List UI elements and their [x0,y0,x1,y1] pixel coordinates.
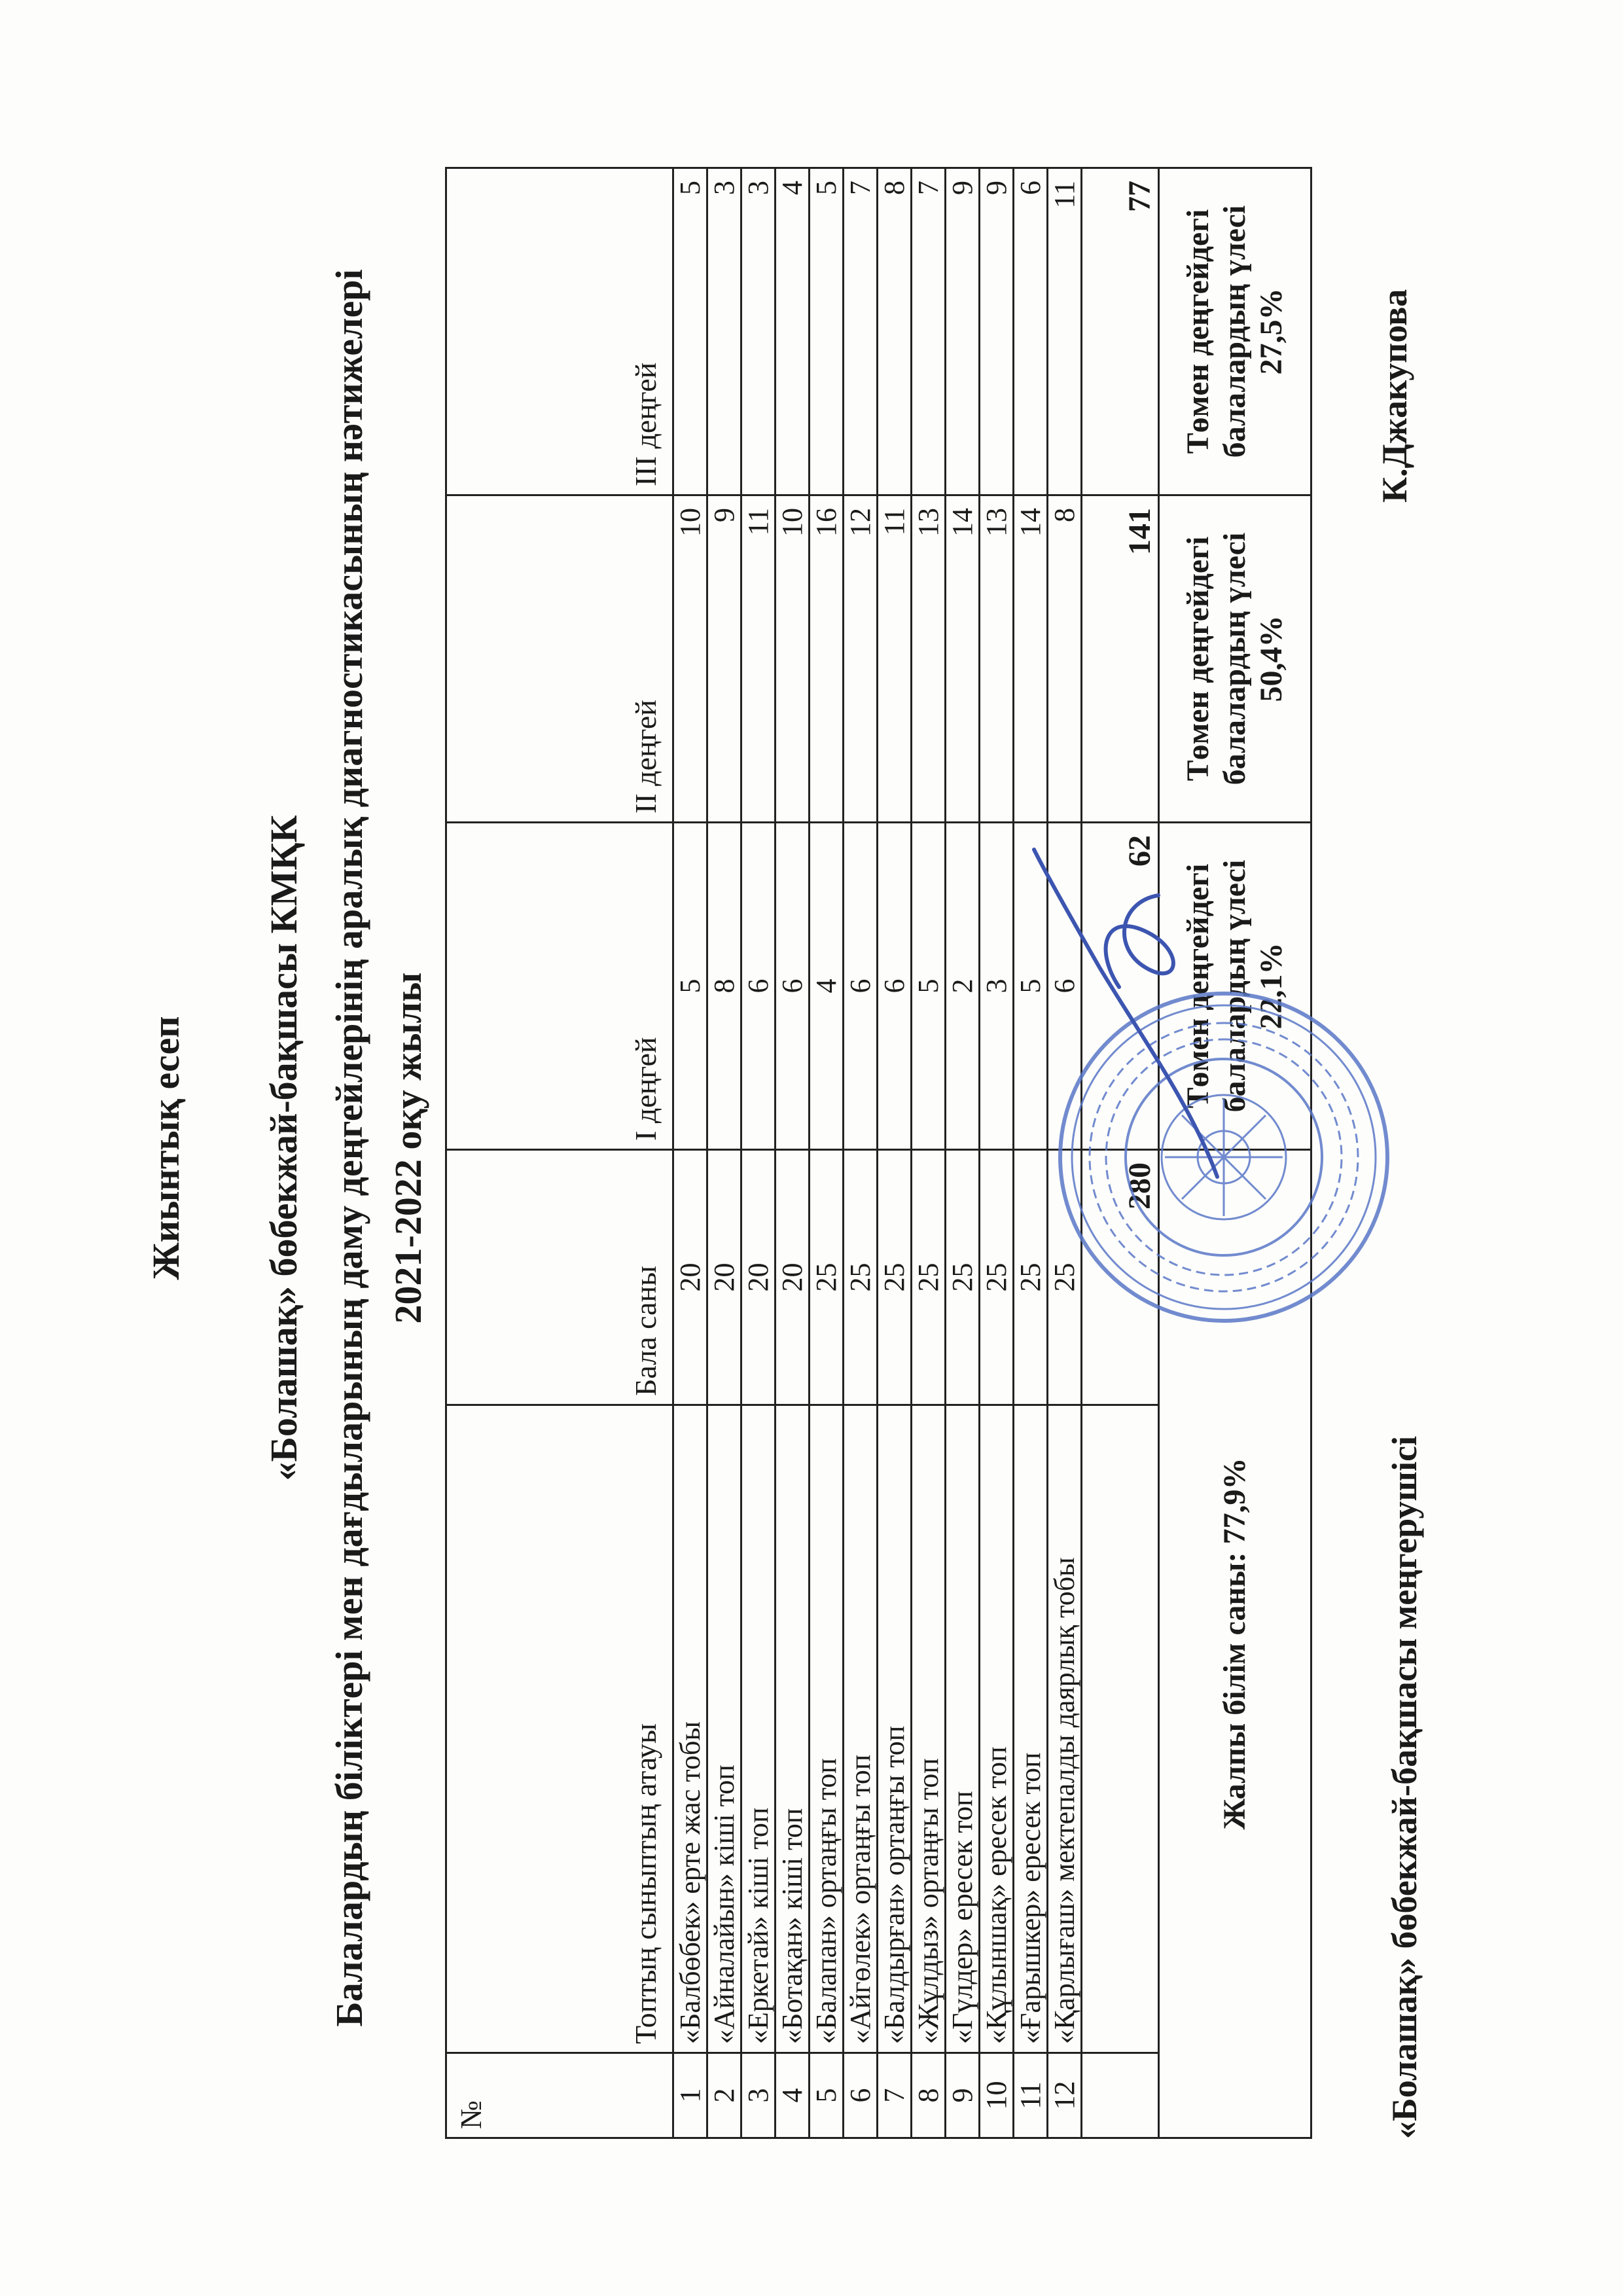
level-1-value: 3 [980,823,1014,1150]
child-count: 25 [1014,1150,1048,1405]
report-subtitle: Балалардың біліктері мен дағдыларының даму деңгейлерінің аралық диагностикасының нәтижелері [328,269,370,2027]
child-count: 25 [912,1150,946,1405]
level-1-value: 2 [946,823,980,1150]
level-3-value: 4 [776,168,810,495]
group-name: «Жұлдыз» ортаңғы топ [912,1405,946,2053]
row-number: 8 [912,2053,946,2138]
level-3-value: 7 [912,168,946,495]
level-2-value: 9 [707,495,741,823]
group-name: «Еркетай» кіші топ [741,1405,776,2053]
group-name: «Балбөбек» ерте жас тобы [673,1405,707,2053]
report-title: Жиынтық есеп [145,1016,187,1280]
header-level-1: І деңгей [446,823,673,1150]
child-count: 25 [878,1150,912,1405]
level-2-value: 12 [844,495,878,823]
level-2-value: 13 [912,495,946,823]
handwritten-signature [1021,843,1237,1183]
level-3-value: 6 [1014,168,1048,495]
total-level-1: 62 [1082,823,1159,1150]
level-2-value: 14 [1014,495,1048,823]
table-row [912,168,946,2138]
level-1-value: 6 [844,823,878,1150]
child-count: 20 [776,1150,810,1405]
level-3-value: 3 [707,168,741,495]
row-number: 3 [741,2053,776,2138]
group-name: «Құлыншақ» ересек топ [980,1405,1014,2053]
total-count: 280 [1082,1150,1159,1405]
group-name: «Гүлдер» ересек топ [946,1405,980,2053]
level-1-value: 8 [707,823,741,1150]
level-3-value: 7 [844,168,878,495]
level-3-value: 3 [741,168,776,495]
level-1-value: 6 [878,823,912,1150]
table-row [980,168,1014,2138]
child-count: 20 [707,1150,741,1405]
total-level-3: 77 [1082,168,1159,495]
table-header-row [446,168,673,2138]
table-row [810,168,844,2138]
level-2-value: 13 [980,495,1014,823]
child-count: 25 [810,1150,844,1405]
level-2-value: 14 [946,495,980,823]
table-row [844,168,878,2138]
level-2-value: 8 [1048,495,1082,823]
child-count: 20 [741,1150,776,1405]
row-number: 6 [844,2053,878,2138]
row-number: 4 [776,2053,810,2138]
group-name: «Қарлығаш» мектепалды даярлық тобы [1048,1405,1082,2053]
level-1-value: 6 [1048,823,1082,1150]
level-2-value: 16 [810,495,844,823]
level-2-value: 11 [878,495,912,823]
level-2-value: 10 [776,495,810,823]
child-count: 25 [980,1150,1014,1405]
row-number: 9 [946,2053,980,2138]
level-1-value: 4 [810,823,844,1150]
level-2-value: 11 [741,495,776,823]
level-1-value: 6 [741,823,776,1150]
group-name: «Балапан» ортаңғы топ [810,1405,844,2053]
level-3-value: 5 [673,168,707,495]
table-row [878,168,912,2138]
level-3-value: 9 [946,168,980,495]
level-1-value: 5 [1014,823,1048,1150]
child-count: 25 [1048,1150,1082,1405]
row-number: 5 [810,2053,844,2138]
general-knowledge: Жалпы білім саны: 77,9% [1159,1150,1311,2138]
level-1-value: 5 [912,823,946,1150]
level-1-value: 6 [776,823,810,1150]
table-row [776,168,810,2138]
level-3-value: 8 [878,168,912,495]
child-count: 20 [673,1150,707,1405]
total-level-2: 141 [1082,495,1159,823]
header-level-2: ІІ деңгей [446,495,673,823]
header-child-count: Бала саны [446,1150,673,1405]
academic-year: 2021-2022 оқу жылы [387,972,429,1324]
table-row [741,168,776,2138]
row-number: 10 [980,2053,1014,2138]
table-row [673,168,707,2138]
group-name: «Ғарышкер» ересек топ [1014,1405,1048,2053]
pct-level-1: Төмен деңгейдегі балалардың үлесі 22,1% [1159,823,1311,1150]
group-name: «Айгөлек» ортаңғы топ [844,1405,878,2053]
director-name: К.Джакупова [1375,289,1414,503]
header-group-name: Топтың сыныптың атауы [446,1405,673,2053]
pct-level-3: Төмен деңгейдегі балалардың үлесі 27,5% [1159,168,1311,495]
level-2-value: 10 [673,495,707,823]
row-number: 2 [707,2053,741,2138]
row-number: 11 [1014,2053,1048,2138]
child-count: 25 [844,1150,878,1405]
table-row [946,168,980,2138]
table-row [707,168,741,2138]
row-number: 7 [878,2053,912,2138]
group-name: «Айналайын» кіші топ [707,1405,741,2053]
organization-name: «Болашақ» бөбекжай-бақшасы КМҚК [262,815,305,1481]
row-number: 12 [1048,2053,1082,2138]
header-level-3: ІІІ деңгей [446,168,673,495]
level-3-value: 11 [1048,168,1082,495]
group-name: «Ботақан» кіші топ [776,1405,810,2053]
child-count: 25 [946,1150,980,1405]
director-position: «Болашақ» бөбекжай-бақшасы меңгерушісі [1385,1436,1424,2139]
level-3-value: 5 [810,168,844,495]
row-number: 1 [673,2053,707,2138]
group-name: «Балдырған» ортаңғы топ [878,1405,912,2053]
header-number: № [446,2053,673,2138]
level-1-value: 5 [673,823,707,1150]
pct-level-2: Төмен деңгейдегі балалардың үлесі 50,4% [1159,495,1311,823]
level-3-value: 9 [980,168,1014,495]
